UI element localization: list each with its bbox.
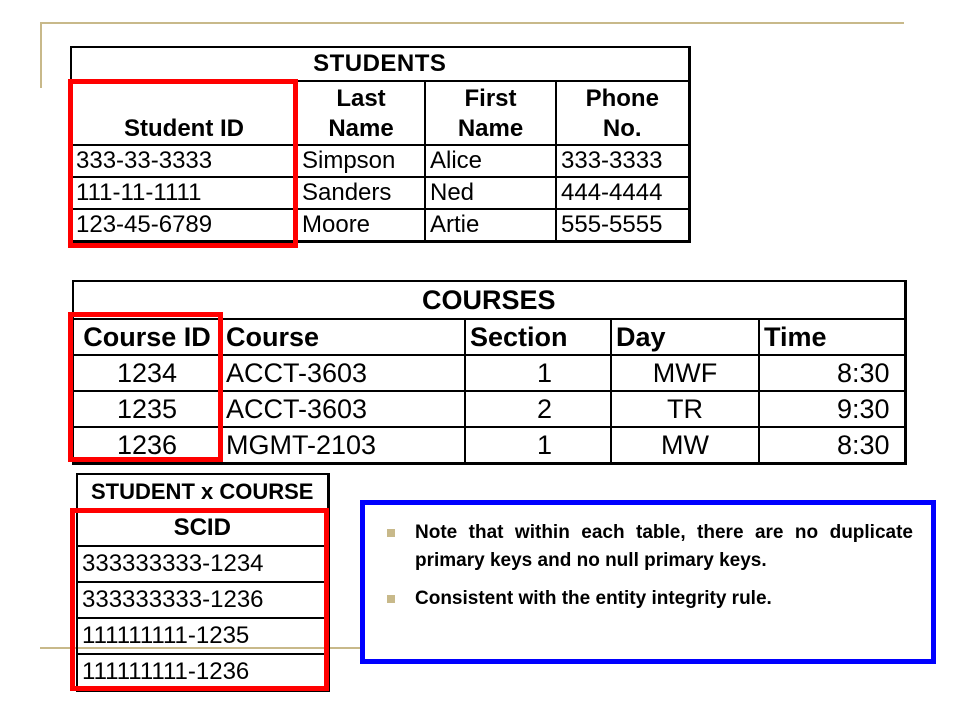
cell-first-name: Artie [425, 209, 556, 242]
square-bullet-icon [387, 529, 395, 537]
header-student-id: Student ID [71, 81, 297, 145]
cell-student-id: 111-11-1111 [71, 177, 297, 209]
header-time: Time [759, 319, 905, 355]
cell-day: MWF [611, 355, 759, 391]
cell-course: MGMT-2103 [221, 427, 465, 464]
cell-phone: 555-5555 [556, 209, 689, 242]
cell-section: 1 [465, 427, 611, 464]
header-scid: SCID [77, 510, 328, 546]
cell-scid: 111111111-1236 [77, 654, 328, 691]
header-phone-no: Phone No. [556, 81, 689, 145]
cell-course: ACCT-3603 [221, 355, 465, 391]
header-first-name: First Name [425, 81, 556, 145]
header-day: Day [611, 319, 759, 355]
cell-day: MW [611, 427, 759, 464]
slide-top-rule [40, 22, 904, 24]
note-bullet-text: Consistent with the entity integrity rule. [415, 588, 772, 609]
cell-student-id: 123-45-6789 [71, 209, 297, 242]
course-id-key-highlight [68, 312, 223, 462]
cell-phone: 333-3333 [556, 145, 689, 177]
cell-course-id: 1235 [73, 391, 221, 427]
cell-time: 8:30 [759, 355, 905, 391]
slide-left-rule [40, 22, 42, 88]
header-course: Course [221, 319, 465, 355]
cell-scid: 333333333-1234 [77, 546, 328, 582]
cell-student-id: 333-33-3333 [71, 145, 297, 177]
square-bullet-icon [387, 595, 395, 603]
cell-day: TR [611, 391, 759, 427]
cell-scid: 111111111-1235 [77, 618, 328, 654]
scid-key-highlight [70, 508, 329, 691]
cell-time: 9:30 [759, 391, 905, 427]
cell-phone: 444-4444 [556, 177, 689, 209]
student-id-key-highlight [68, 79, 298, 248]
header-section: Section [465, 319, 611, 355]
cell-last-name: Sanders [297, 177, 425, 209]
student-course-table-title: STUDENT x COURSE [77, 474, 328, 510]
cell-time: 8:30 [759, 427, 905, 464]
note-bullet-item [379, 519, 913, 575]
cell-last-name: Moore [297, 209, 425, 242]
courses-table-title: COURSES [73, 281, 905, 319]
cell-first-name: Alice [425, 145, 556, 177]
cell-first-name: Ned [425, 177, 556, 209]
cell-section: 2 [465, 391, 611, 427]
cell-last-name: Simpson [297, 145, 425, 177]
entity-integrity-note [360, 500, 936, 664]
header-course-id: Course ID [73, 319, 221, 355]
cell-section: 1 [465, 355, 611, 391]
note-bullet-text: Note that within each table, there are no duplicate primary keys and no null primary keys. [415, 522, 913, 571]
header-last-name: Last Name [297, 81, 425, 145]
cell-course-id: 1236 [73, 427, 221, 464]
students-table-title: STUDENTS [71, 47, 689, 81]
note-bullet-list [379, 519, 913, 613]
note-bullet-item [379, 585, 913, 613]
cell-course: ACCT-3603 [221, 391, 465, 427]
cell-scid: 333333333-1236 [77, 582, 328, 618]
cell-course-id: 1234 [73, 355, 221, 391]
